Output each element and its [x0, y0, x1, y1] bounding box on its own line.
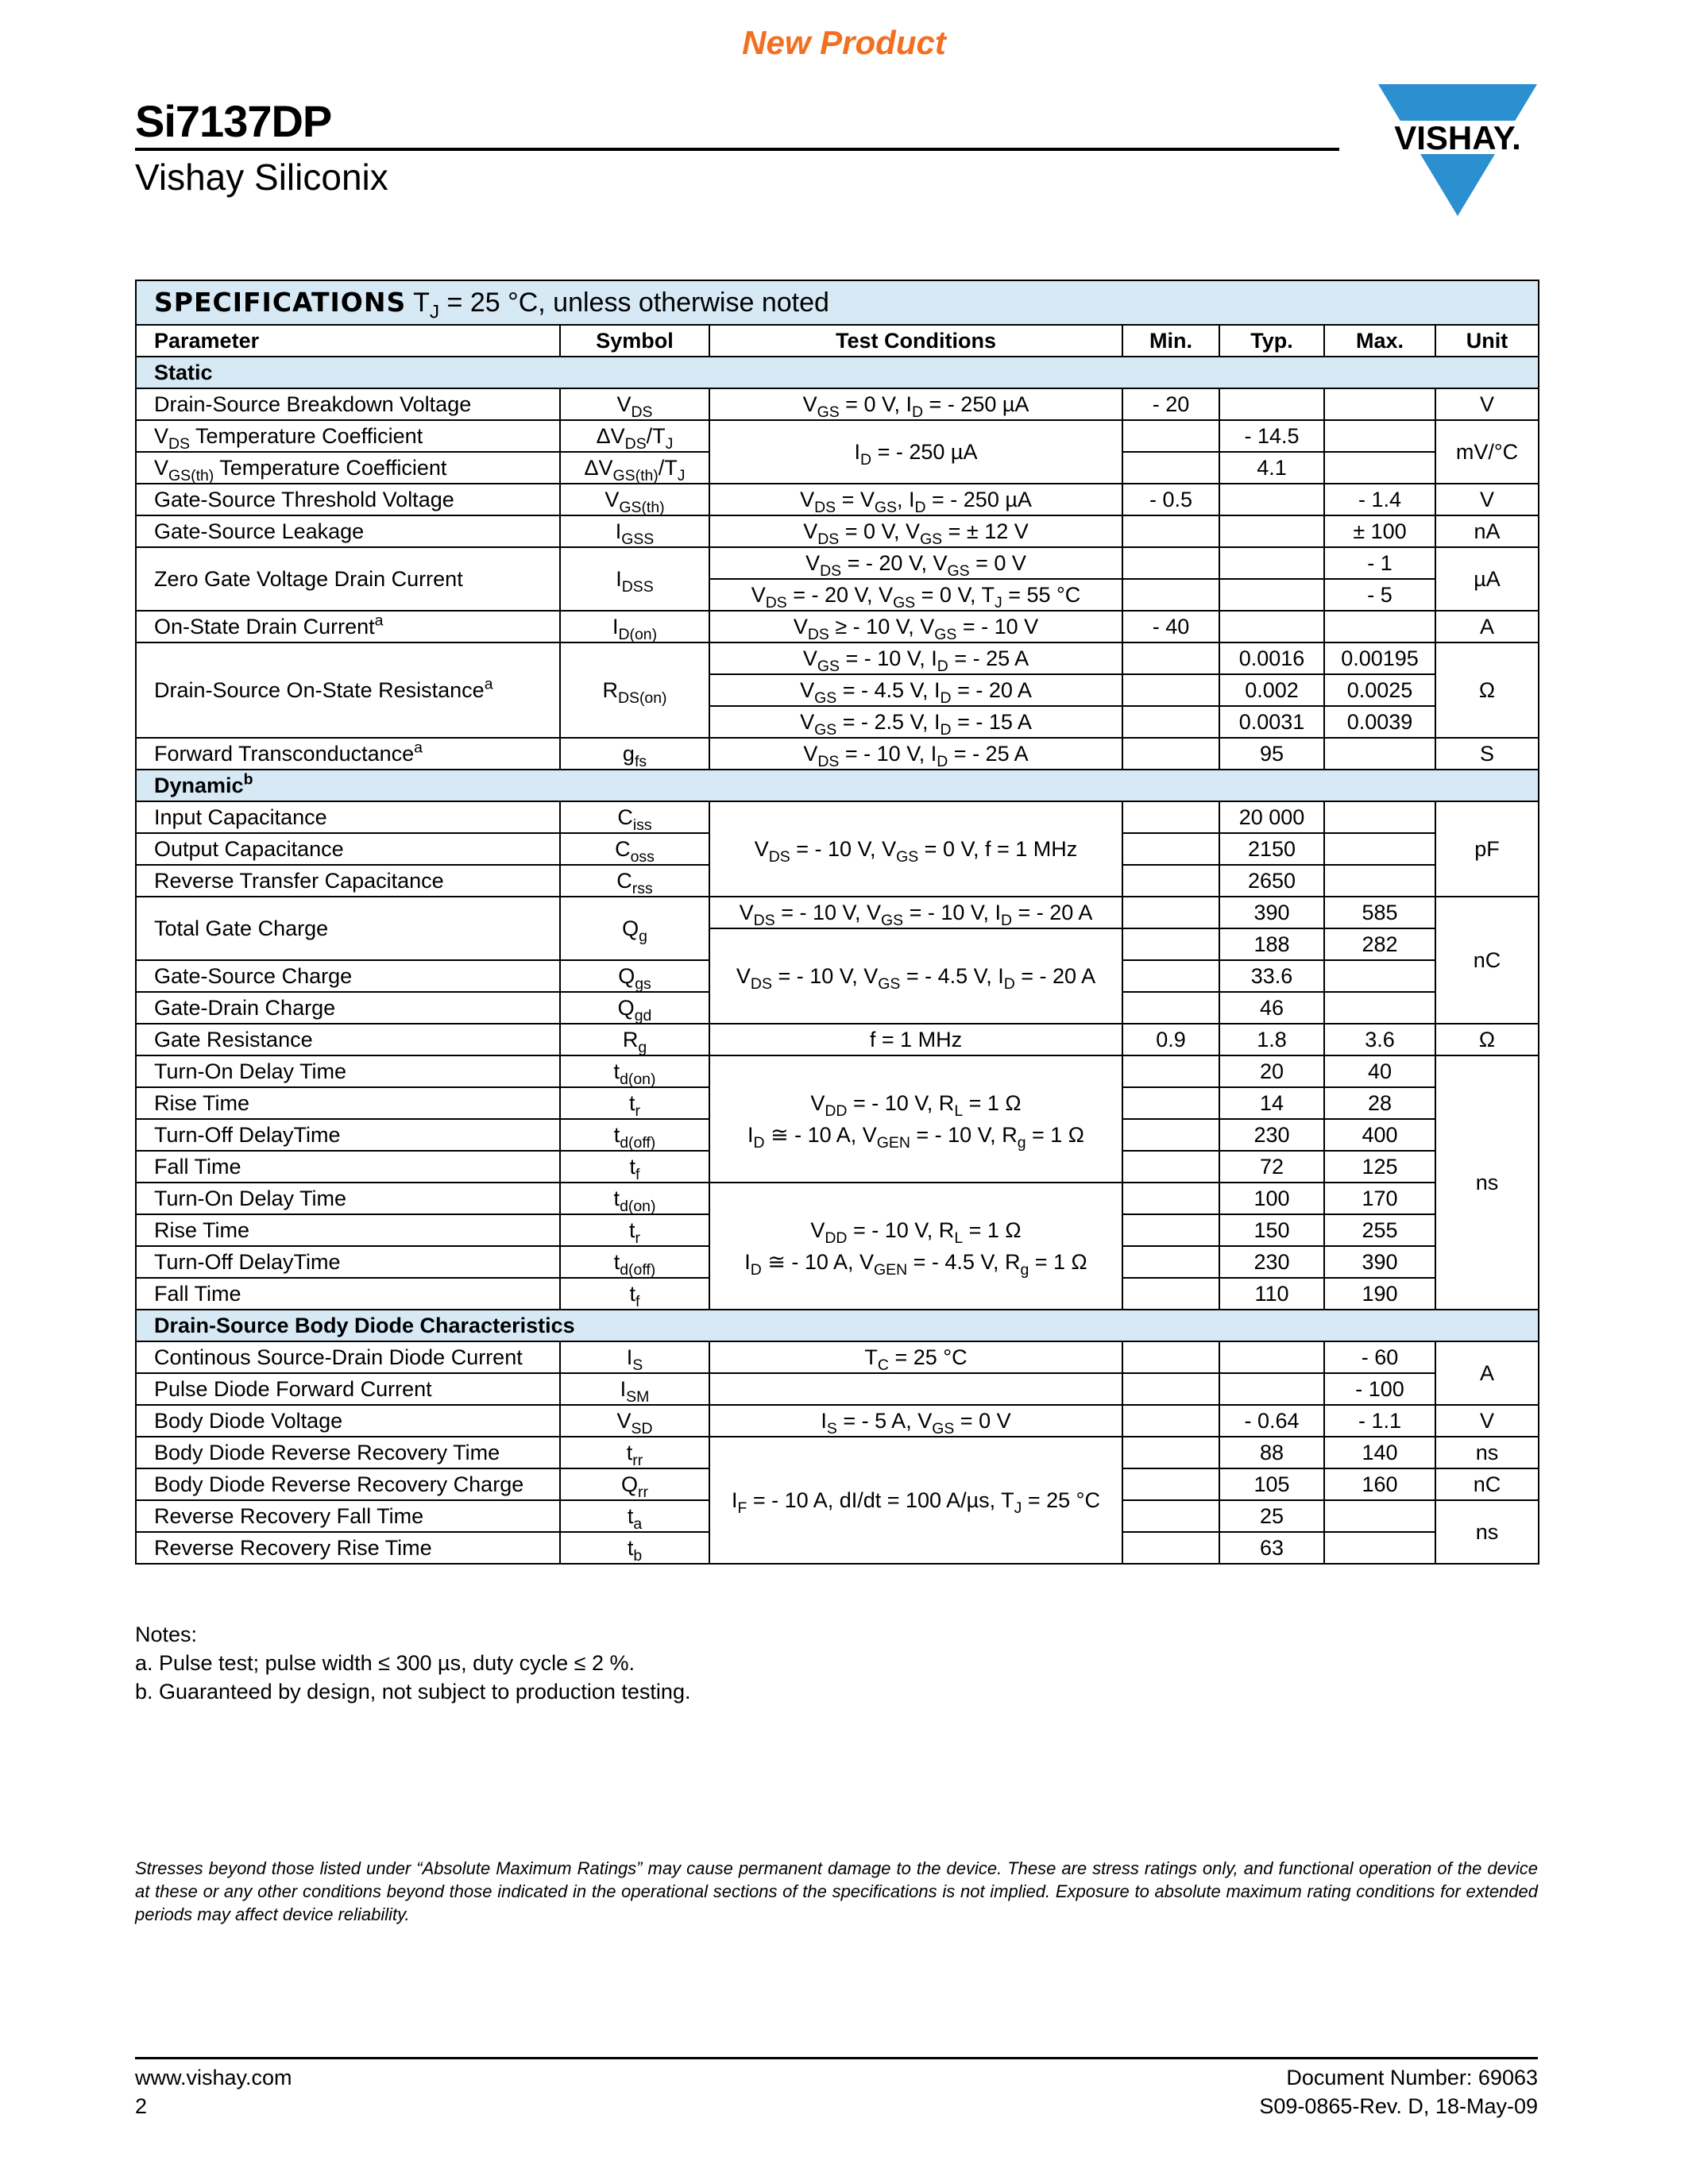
revision: S09-0865-Rev. D, 18-May-09 [1259, 2094, 1538, 2118]
table-cell: - 1.1 [1324, 1405, 1435, 1437]
header-rule [135, 148, 1339, 151]
table-cell [1122, 642, 1219, 674]
table-cell: 125 [1324, 1151, 1435, 1183]
table-cell [1324, 801, 1435, 833]
table-cell: $V_{DS}$ = - 10 V, $I_D$ = - 25 A [709, 738, 1122, 770]
table-cell: 88 [1219, 1437, 1324, 1468]
table-cell: 4.1 [1219, 452, 1324, 484]
table-cell [1122, 1055, 1219, 1087]
table-cell: 188 [1219, 928, 1324, 960]
table-cell: 20 000 [1219, 801, 1324, 833]
table-cell: $\Delta V_{DS}/T_J$ [560, 420, 709, 452]
table-cell: 0.00195 [1324, 642, 1435, 674]
note-a: a. Pulse test; pulse width ≤ 300 µs, duty cycle ≤ 2 %. [135, 1651, 635, 1675]
table-title-row [136, 280, 1539, 325]
table-cell: $R_g$ [560, 1024, 709, 1055]
table-cell: $I_{SM}$ [560, 1373, 709, 1405]
table-cell: - 0.5 [1122, 484, 1219, 515]
table-cell [1324, 1500, 1435, 1532]
table-cell: S [1435, 738, 1539, 770]
table-cell: A [1435, 1341, 1539, 1405]
table-cell [1122, 960, 1219, 992]
table-cell: $C_{oss}$ [560, 833, 709, 865]
table-cell: 0.0016 [1219, 642, 1324, 674]
notes [135, 1620, 690, 1706]
table-cell: - 20 [1122, 388, 1219, 420]
table-cell: 40 [1324, 1055, 1435, 1087]
table-cell [1122, 897, 1219, 928]
table-row [136, 388, 1539, 420]
table-cell: 282 [1324, 928, 1435, 960]
col-symbol: Symbol [560, 325, 709, 357]
table-cell: $Q_{gs}$ [560, 960, 709, 992]
table-cell: $t_{d(on)}$ [560, 1055, 709, 1087]
table-cell [1122, 992, 1219, 1024]
table-cell: Gate-Source Leakage [136, 515, 560, 547]
table-cell: Forward Transconductance$^a$ [136, 738, 560, 770]
table-cell: 2150 [1219, 833, 1324, 865]
table-cell: Total Gate Charge [136, 897, 560, 960]
table-cell: $t_f$ [560, 1151, 709, 1183]
table-cell: 110 [1219, 1278, 1324, 1310]
table-title-word: SPECIFICATIONS [154, 287, 407, 318]
table-cell: $I_D$ = - 250 µA [709, 420, 1122, 484]
table-cell: $V_{DS}$ = - 10 V, $V_{GS}$ = - 4.5 V, $I_D$ = - 20 A [709, 928, 1122, 1024]
table-cell: ns [1435, 1437, 1539, 1468]
section-row-diode [136, 1310, 1539, 1341]
table-cell: Reverse Recovery Rise Time [136, 1532, 560, 1564]
page-number: 2 [135, 2094, 148, 2118]
table-cell: Fall Time [136, 1278, 560, 1310]
table-cell: 33.6 [1219, 960, 1324, 992]
table-cell: On-State Drain Current$^a$ [136, 611, 560, 642]
table-cell [1324, 960, 1435, 992]
table-cell: 105 [1219, 1468, 1324, 1500]
footer-right [1112, 2063, 1538, 2120]
table-cell: Reverse Transfer Capacitance [136, 865, 560, 897]
table-cell: 0.0031 [1219, 706, 1324, 738]
table-cell: $t_f$ [560, 1278, 709, 1310]
table-cell [1219, 1373, 1324, 1405]
notes-heading: Notes: [135, 1623, 198, 1646]
table-cell [1122, 1341, 1219, 1373]
table-cell: $V_{DD}$ = - 10 V, $R_L = 1$ Ω $I_D$ ≅ - 10 A, $V_{GEN}$ = - 10 V, $R_g = 1$ Ω [709, 1055, 1122, 1183]
table-cell: Gate-Drain Charge [136, 992, 560, 1024]
table-cell: 0.0025 [1324, 674, 1435, 706]
table-cell: mV/°C [1435, 420, 1539, 484]
col-typ: Typ. [1219, 325, 1324, 357]
table-cell [1219, 388, 1324, 420]
table-cell: $V_{DS}$ Temperature Coefficient [136, 420, 560, 452]
table-row [136, 801, 1539, 833]
table-cell: $V_{DS}$ = - 20 V, $V_{GS} = 0$ V [709, 547, 1122, 579]
table-cell: 72 [1219, 1151, 1324, 1183]
table-cell [1122, 833, 1219, 865]
table-row [136, 1341, 1539, 1373]
table-cell: - 1 [1324, 547, 1435, 579]
table-cell: $R_{DS(on)}$ [560, 642, 709, 738]
table-cell: - 1.4 [1324, 484, 1435, 515]
table-cell: 140 [1324, 1437, 1435, 1468]
table-cell: 25 [1219, 1500, 1324, 1532]
table-cell [1324, 452, 1435, 484]
table-cell [1219, 547, 1324, 579]
table-cell: nA [1435, 515, 1539, 547]
table-cell: 46 [1219, 992, 1324, 1024]
table-cell: - 60 [1324, 1341, 1435, 1373]
table-cell: Turn-Off DelayTime [136, 1246, 560, 1278]
table-row [136, 484, 1539, 515]
new-product-banner: New Product [742, 24, 946, 61]
table-cell: $V_{GS} = 0$ V, $I_D$ = - 250 µA [709, 388, 1122, 420]
table-cell [1219, 579, 1324, 611]
table-cell: $t_a$ [560, 1500, 709, 1532]
table-row [136, 1373, 1539, 1405]
specifications-table [135, 280, 1539, 1565]
company-name: Vishay Siliconix [135, 156, 388, 198]
footer-website-link[interactable]: www.vishay.com [135, 2066, 292, 2089]
table-row [136, 642, 1539, 674]
table-cell: Drain-Source Body Diode Characteristics [136, 1310, 1539, 1341]
table-cell [1122, 1468, 1219, 1500]
table-cell: $t_{d(off)}$ [560, 1246, 709, 1278]
table-cell [1324, 388, 1435, 420]
table-cell: $V_{GS}$ = - 10 V, $I_D$ = - 25 A [709, 642, 1122, 674]
table-cell [1122, 706, 1219, 738]
table-row [136, 738, 1539, 770]
table-cell: 20 [1219, 1055, 1324, 1087]
table-cell: $V_{GS}$ = - 2.5 V, $I_D$ = - 15 A [709, 706, 1122, 738]
table-cell [1324, 611, 1435, 642]
table-cell: - 0.64 [1219, 1405, 1324, 1437]
table-cell [1122, 1151, 1219, 1183]
table-cell: Rise Time [136, 1087, 560, 1119]
table-cell: $I_S$ [560, 1341, 709, 1373]
table-cell: Continous Source-Drain Diode Current [136, 1341, 560, 1373]
table-cell: 100 [1219, 1183, 1324, 1214]
footer-left [135, 2063, 292, 2120]
table-cell [1122, 1373, 1219, 1405]
table-cell [1324, 833, 1435, 865]
table-cell: 14 [1219, 1087, 1324, 1119]
table-cell: 390 [1324, 1246, 1435, 1278]
table-row [136, 1055, 1539, 1087]
table-cell: V [1435, 388, 1539, 420]
table-row [136, 547, 1539, 579]
table-row [136, 611, 1539, 642]
table-cell: $Q_{rr}$ [560, 1468, 709, 1500]
table-cell: 0.0039 [1324, 706, 1435, 738]
table-cell: $V_{DD}$ = - 10 V, $R_L = 1$ Ω $I_D$ ≅ - 10 A, $V_{GEN}$ = - 4.5 V, $R_g = 1$ Ω [709, 1183, 1122, 1310]
table-cell: Reverse Recovery Fall Time [136, 1500, 560, 1532]
table-cell: 255 [1324, 1214, 1435, 1246]
table-cell: $t_{rr}$ [560, 1437, 709, 1468]
table-cell: 3.6 [1324, 1024, 1435, 1055]
table-cell: V [1435, 1405, 1539, 1437]
table-cell [1219, 1341, 1324, 1373]
table-cell: 170 [1324, 1183, 1435, 1214]
table-cell: $t_{d(on)}$ [560, 1183, 709, 1214]
table-cell: 2650 [1219, 865, 1324, 897]
table-cell: $V_{DS}$ = - 20 V, $V_{GS} = 0$ V, $T_J = 55$ °C [709, 579, 1122, 611]
table-cell [1122, 674, 1219, 706]
table-row [136, 1437, 1539, 1468]
table-cell [1219, 611, 1324, 642]
column-header-row [136, 325, 1539, 357]
table-cell: $Q_{gd}$ [560, 992, 709, 1024]
table-cell: $V_{DS} = 0$ V, $V_{GS}$ = ± 12 V [709, 515, 1122, 547]
table-cell: $I_F$ = - 10 A, dI/dt = 100 A/µs, $T_J = 25$ °C [709, 1437, 1122, 1564]
table-cell: Body Diode Reverse Recovery Charge [136, 1468, 560, 1500]
table-cell: $I_{GSS}$ [560, 515, 709, 547]
table-cell: 585 [1324, 897, 1435, 928]
note-b: b. Guaranteed by design, not subject to production testing. [135, 1680, 691, 1704]
table-cell: $V_{GS}$ = - 4.5 V, $I_D$ = - 20 A [709, 674, 1122, 706]
table-cell: $t_b$ [560, 1532, 709, 1564]
table-cell [1122, 1087, 1219, 1119]
table-cell [1122, 579, 1219, 611]
table-cell: 400 [1324, 1119, 1435, 1151]
table-cell: $V_{DS}$ ≥ - 10 V, $V_{GS}$ = - 10 V [709, 611, 1122, 642]
footer-rule [135, 2057, 1538, 2059]
table-cell: 0.9 [1122, 1024, 1219, 1055]
table-cell: 190 [1324, 1278, 1435, 1310]
table-cell: A [1435, 611, 1539, 642]
col-test-conditions: Test Conditions [709, 325, 1122, 357]
table-cell [1122, 865, 1219, 897]
table-row [136, 897, 1539, 928]
table-cell: $V_{DS} = V_{GS}$, $I_D$ = - 250 µA [709, 484, 1122, 515]
document-number: Document Number: 69063 [1286, 2066, 1538, 2089]
table-cell [1122, 515, 1219, 547]
table-cell [1324, 420, 1435, 452]
table-cell: Ω [1435, 642, 1539, 738]
col-unit: Unit [1435, 325, 1539, 357]
table-row [136, 1405, 1539, 1437]
table-cell: $Q_g$ [560, 897, 709, 960]
table-cell: Gate Resistance [136, 1024, 560, 1055]
table-cell: 230 [1219, 1119, 1324, 1151]
table-cell [1122, 1183, 1219, 1214]
table-cell: $t_{d(off)}$ [560, 1119, 709, 1151]
table-cell [1324, 1532, 1435, 1564]
table-cell: $\Delta V_{GS(th)}/T_J$ [560, 452, 709, 484]
part-number-title: Si7137DP [135, 96, 332, 146]
table-title-rest: unless otherwise noted [553, 287, 829, 318]
table-row [136, 1024, 1539, 1055]
table-cell [1122, 1532, 1219, 1564]
table-cell: Drain-Source On-State Resistance$^a$ [136, 642, 560, 738]
table-cell: Static [136, 357, 1539, 388]
table-cell [1219, 484, 1324, 515]
table-cell [1122, 928, 1219, 960]
table-cell: f = 1 MHz [709, 1024, 1122, 1055]
table-cell: $T_C = 25$ °C [709, 1341, 1122, 1373]
table-cell: nC [1435, 1468, 1539, 1500]
table-cell [1122, 1246, 1219, 1278]
table-cell: µA [1435, 547, 1539, 611]
table-cell: 28 [1324, 1087, 1435, 1119]
table-cell: Body Diode Voltage [136, 1405, 560, 1437]
table-cell [1324, 865, 1435, 897]
table-cell: Turn-Off DelayTime [136, 1119, 560, 1151]
table-cell: ± 100 [1324, 515, 1435, 547]
table-cell: 150 [1219, 1214, 1324, 1246]
table-cell: $g_{fs}$ [560, 738, 709, 770]
table-cell [1122, 1405, 1219, 1437]
table-cell: - 14.5 [1219, 420, 1324, 452]
table-cell: - 100 [1324, 1373, 1435, 1405]
section-row-static [136, 357, 1539, 388]
col-min: Min. [1122, 325, 1219, 357]
table-cell: $V_{DS}$ [560, 388, 709, 420]
table-cell: SPECIFICATIONS $T_J = 25$ °C, unless otherwise noted [136, 280, 1539, 325]
table-row [136, 1183, 1539, 1214]
table-cell: 230 [1219, 1246, 1324, 1278]
table-cell: 1.8 [1219, 1024, 1324, 1055]
table-cell [1122, 1214, 1219, 1246]
table-row [136, 515, 1539, 547]
table-cell [1122, 1278, 1219, 1310]
table-cell: $V_{DS}$ = - 10 V, $V_{GS} = 0$ V, f = 1 MHz [709, 801, 1122, 897]
table-cell: $C_{rss}$ [560, 865, 709, 897]
table-cell [1122, 420, 1219, 452]
table-cell: 0.002 [1219, 674, 1324, 706]
table-cell: pF [1435, 801, 1539, 897]
table-cell: $I_S$ = - 5 A, $V_{GS} = 0$ V [709, 1405, 1122, 1437]
table-cell [1324, 992, 1435, 1024]
table-cell: - 40 [1122, 611, 1219, 642]
table-cell: ns [1435, 1055, 1539, 1310]
table-cell: $V_{GS(th)}$ [560, 484, 709, 515]
table-cell: Gate-Source Threshold Voltage [136, 484, 560, 515]
table-cell: Rise Time [136, 1214, 560, 1246]
table-cell [1122, 1437, 1219, 1468]
vishay-logo [1362, 79, 1553, 222]
col-max: Max. [1324, 325, 1435, 357]
table-cell [1122, 738, 1219, 770]
table-cell: nC [1435, 897, 1539, 1024]
table-cell: $t_r$ [560, 1214, 709, 1246]
table-cell: Body Diode Reverse Recovery Time [136, 1437, 560, 1468]
table-row [136, 420, 1539, 452]
table-cell [1122, 547, 1219, 579]
section-row-dynamic [136, 770, 1539, 801]
table-cell: $I_{DSS}$ [560, 547, 709, 611]
table-cell: Fall Time [136, 1151, 560, 1183]
table-cell: Turn-On Delay Time [136, 1183, 560, 1214]
table-cell: Ω [1435, 1024, 1539, 1055]
table-cell: Zero Gate Voltage Drain Current [136, 547, 560, 611]
table-cell: Dynamic$^b$ [136, 770, 1539, 801]
table-cell: Pulse Diode Forward Current [136, 1373, 560, 1405]
table-cell [1219, 515, 1324, 547]
table-cell: $t_r$ [560, 1087, 709, 1119]
table-cell: V [1435, 484, 1539, 515]
table-cell: Input Capacitance [136, 801, 560, 833]
table-cell: $V_{SD}$ [560, 1405, 709, 1437]
table-cell [1122, 1119, 1219, 1151]
table-cell: - 5 [1324, 579, 1435, 611]
table-cell: 160 [1324, 1468, 1435, 1500]
table-cell: $I_{D(on)}$ [560, 611, 709, 642]
table-cell: $V_{DS}$ = - 10 V, $V_{GS}$ = - 10 V, $I_D$ = - 20 A [709, 897, 1122, 928]
col-parameter: Parameter [136, 325, 560, 357]
logo-text: VISHAY. [1394, 119, 1521, 156]
table-cell [1122, 801, 1219, 833]
table-cell: Drain-Source Breakdown Voltage [136, 388, 560, 420]
table-cell: Gate-Source Charge [136, 960, 560, 992]
table-cell [709, 1373, 1122, 1405]
table-cell: $V_{GS(th)}$ Temperature Coefficient [136, 452, 560, 484]
stress-disclaimer: Stresses beyond those listed under “Absolute Maximum Ratings” may cause permanent damage to the device. These are stress ratings only, and functional operation of the device at these or any other conditions beyond those indicated in the operational sections of the specifications is not implied. Exposure to absolute maximum rating conditions for extended periods may affect device reliability. [135, 1858, 1538, 1924]
table-cell [1324, 738, 1435, 770]
table-cell [1122, 452, 1219, 484]
table-cell: Turn-On Delay Time [136, 1055, 560, 1087]
table-cell: $C_{iss}$ [560, 801, 709, 833]
table-cell: 63 [1219, 1532, 1324, 1564]
table-cell: Output Capacitance [136, 833, 560, 865]
table-cell [1122, 1500, 1219, 1532]
table-cell: 95 [1219, 738, 1324, 770]
table-cell: 390 [1219, 897, 1324, 928]
table-cell: ns [1435, 1500, 1539, 1564]
